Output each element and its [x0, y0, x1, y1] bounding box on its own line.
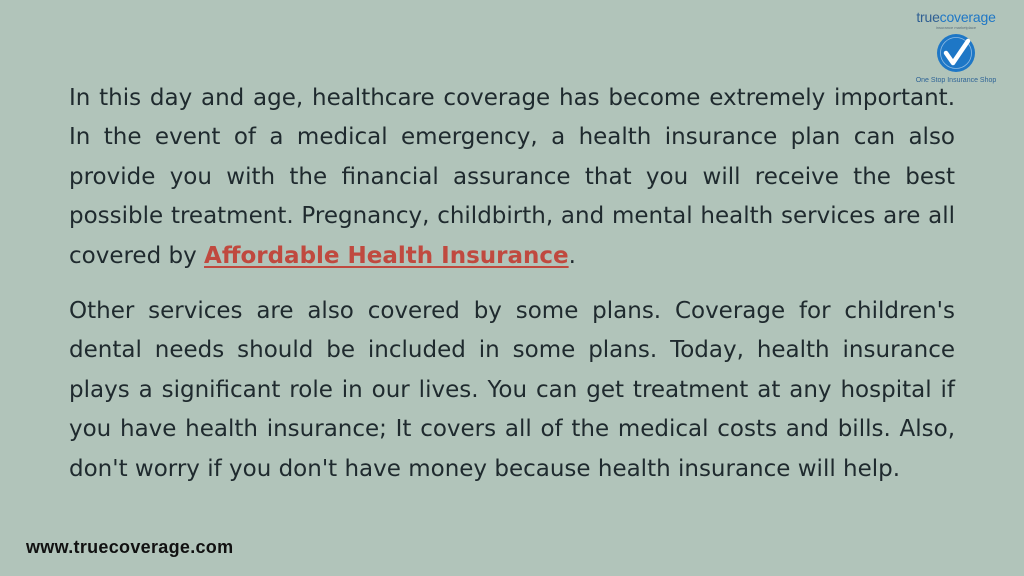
brand-logo[interactable] [900, 6, 1012, 88]
logo-wordmark [900, 9, 1012, 25]
paragraph-1-end: . [568, 242, 576, 269]
logo-word-coverage: coverage [939, 9, 996, 25]
logo-tagline: insurance marketplace [935, 25, 977, 30]
article-body [69, 79, 955, 489]
paragraph-2: Other services are also covered by some plans. Coverage for children's dental needs should be included in some plans. Today, health insurance plays a significant role in our lives. You can get treatment at any hospital if you have health insurance; It covers all of the medical costs and bills. Also, don't worry if you don't have money because health insurance will help. [69, 298, 955, 482]
paragraph-1 [69, 79, 955, 276]
logo-word-true: true [916, 9, 940, 25]
logo-slogan: One Stop Insurance Shop [915, 77, 997, 84]
affordable-health-insurance-link[interactable]: Affordable Health Insurance [204, 242, 569, 269]
footer-website-url[interactable]: www.truecoverage.com [26, 537, 234, 557]
paragraph-1-text: In this day and age, healthcare coverage has become extremely important. In the event of a medical emergency, a health insurance plan can also provide you with the financial assurance that you will receive the best possible treatment. Pregnancy, childbirth, and mental health services are all covered by [69, 85, 955, 269]
checkmark-circle-icon [935, 32, 977, 74]
